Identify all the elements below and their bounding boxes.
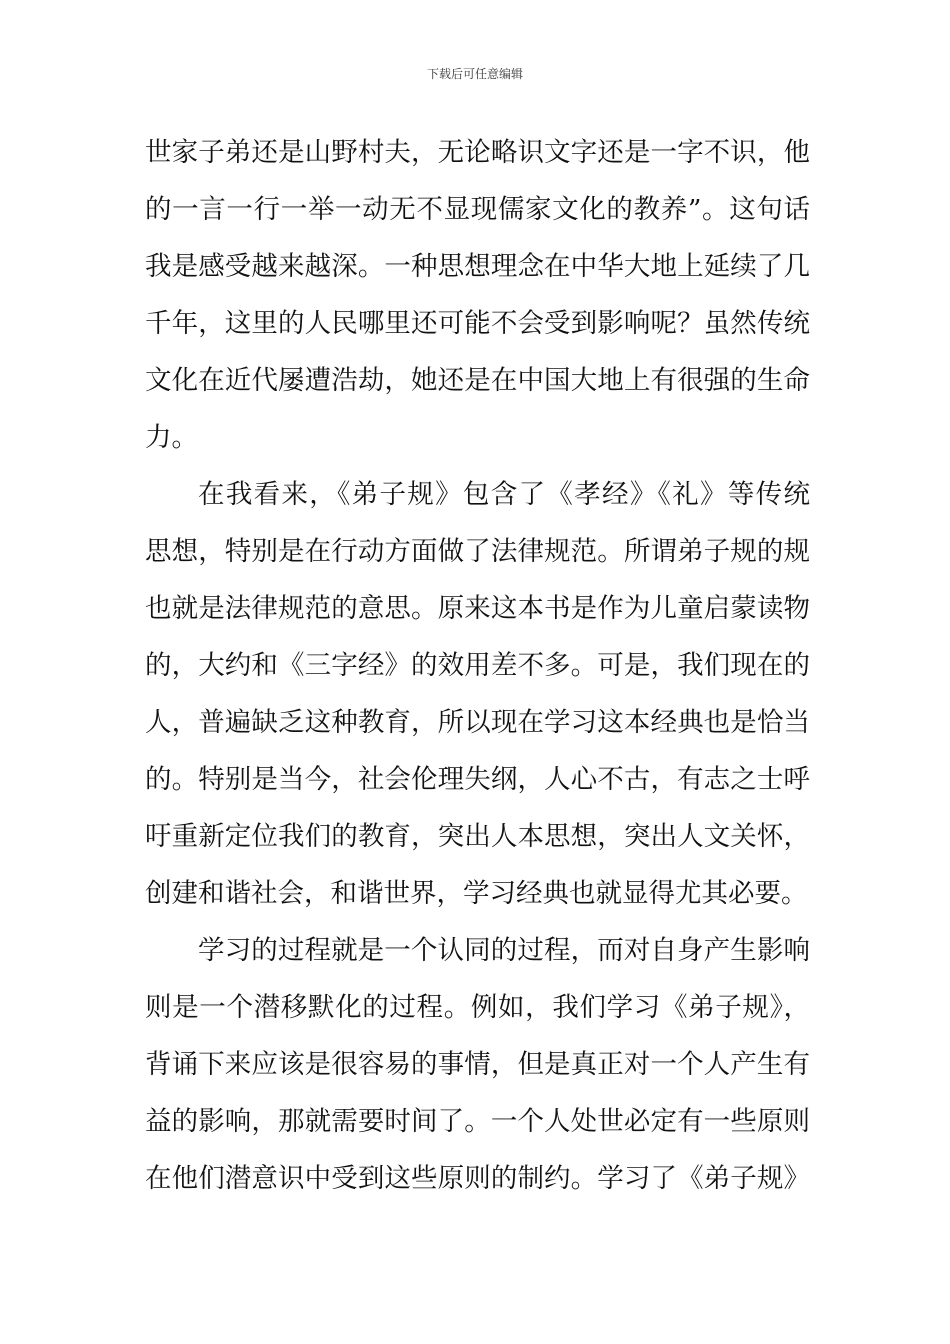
paragraph-3: [145, 922, 810, 1207]
text-line: 的，大约和《三字经》的效用差不多。可是，我们现在的: [145, 650, 810, 681]
text-line: 则是一个潜移默化的过程。例如，我们学习《弟子规》，: [145, 992, 810, 1023]
text-line: 力。: [145, 422, 198, 453]
text-line: 文化在近代屡遭浩劫，她还是在中国大地上有很强的生命: [145, 365, 810, 396]
text-line: 在我看来，《弟子规》包含了《孝经》《礼》等传统: [198, 479, 810, 510]
text-line: 千年，这里的人民哪里还可能不会受到影响呢？虽然传统: [145, 308, 810, 339]
text-line: 吁重新定位我们的教育，突出人本思想，突出人文关怀，: [145, 821, 810, 852]
text-line: 我是感受越来越深。一种思想理念在中华大地上延续了几: [145, 251, 810, 282]
text-line: 创建和谐社会，和谐世界，学习经典也就显得尤其必要。: [145, 878, 808, 909]
text-line: 的。特别是当今，社会伦理失纲，人心不古，有志之士呼: [145, 764, 810, 795]
text-line: 学习的过程就是一个认同的过程，而对自身产生影响: [198, 935, 810, 966]
paragraph-1: [145, 124, 810, 466]
paragraph-2: [145, 466, 810, 922]
text-line: 人，普遍缺乏这种教育，所以现在学习这本经典也是恰当: [145, 707, 810, 738]
text-line: 在他们潜意识中受到这些原则的制约。学习了《弟子规》: [145, 1163, 810, 1194]
text-line: 思想，特别是在行动方面做了法律规范。所谓弟子规的规: [145, 536, 810, 567]
text-line: 的一言一行一举一动无不显现儒家文化的教养”。这句话: [145, 194, 810, 225]
text-line: 益的影响，那就需要时间了。一个人处世必定有一些原则: [145, 1106, 810, 1137]
text-line: 也就是法律规范的意思。原来这本书是作为儿童启蒙读物: [145, 593, 810, 624]
text-line: 背诵下来应该是很容易的事情，但是真正对一个人产生有: [145, 1049, 810, 1080]
page-header-note: 下载后可任意编辑: [426, 67, 523, 81]
text-line: 世家子弟还是山野村夫，无论略识文字还是一字不识，他: [145, 137, 810, 168]
document-body: [145, 124, 810, 1207]
